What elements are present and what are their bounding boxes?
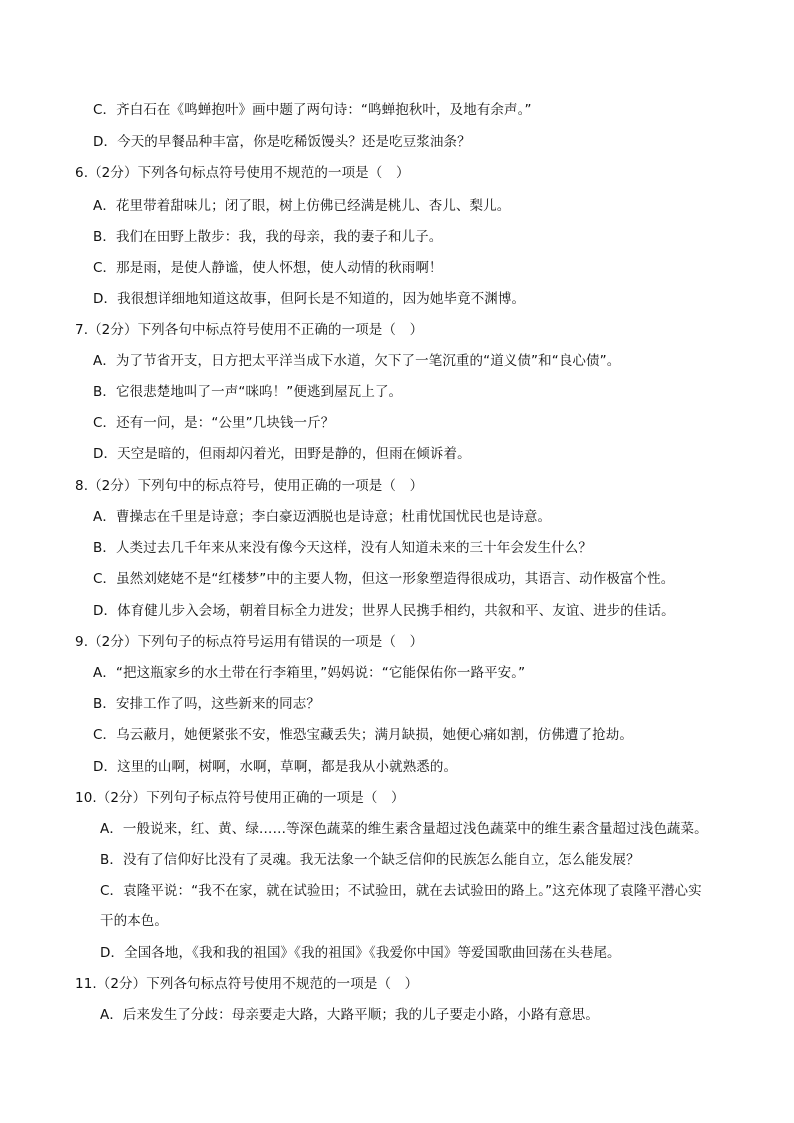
q7-option-b: B．它很悲楚地叫了一声“咪呜！”便逃到屋瓦上了。	[93, 384, 403, 400]
q8-option-b: B．人类过去几千年来从来没有像今天这样，没有人知道未来的三十年会发生什么？	[93, 540, 592, 556]
question-7: 7.（2分）下列各句中标点符号使用不正确的一项是（ ）	[75, 322, 424, 338]
question-8: 8.（2分）下列句中的标点符号，使用正确的一项是（ ）	[75, 478, 424, 494]
q9-option-a: A．“把这瓶家乡的水土带在行李箱里，”妈妈说：“它能保佑你一路平安。”	[93, 665, 526, 681]
q10-option-c: C．袁隆平说：“我不在家，就在试验田；不试验田，就在去试验田的路上。”这充体现了袁隆平潜心实	[100, 883, 702, 899]
q6-option-d: D．我很想详细地知道这故事，但阿长是不知道的，因为她毕竟不渊博。	[93, 291, 526, 307]
q8-option-d: D．体育健儿步入会场，朝着目标全力进发；世界人民携手相约，共叙和平、友谊、进步的佳话。	[93, 603, 675, 619]
q8-option-a: A．曹操志在千里是诗意；李白豪迈洒脱也是诗意；杜甫忧国忧民也是诗意。	[93, 509, 552, 525]
question-11: 11.（2分）下列各句标点符号使用不规范的一项是（ ）	[75, 976, 419, 992]
q10-option-d: D．全国各地，《我和我的祖国》《我的祖国》《我爱你中国》等爱国歌曲回荡在头巷尾。	[100, 945, 621, 961]
q7-option-c: C．还有一问，是：“公里”几块钱一斤？	[93, 415, 335, 431]
question-9: 9.（2分）下列句子的标点符号运用有错误的一项是（ ）	[75, 634, 424, 650]
q6-option-b: B．我们在田野上散步：我，我的母亲，我的妻子和儿子。	[93, 229, 443, 245]
q7-option-a: A．为了节省开支，日方把太平洋当成下水道，欠下了一笔沉重的“道义债”和“良心债”。	[93, 353, 621, 369]
question-10: 10.（2分）下列句子标点符号使用正确的一项是（ ）	[75, 790, 405, 806]
q5-option-d: D．今天的早餐品种丰富，你是吃稀饭馒头？还是吃豆浆油条？	[93, 134, 471, 150]
q9-option-c: C．乌云蔽月，她便紧张不安，惟恐宝藏丢失；满月缺损，她便心痛如割，仿佛遭了抢劫。	[93, 727, 633, 743]
question-6: 6.（2分）下列各句标点符号使用不规范的一项是（ ）	[75, 165, 410, 181]
q10-option-c-continuation: 干的本色。	[100, 913, 168, 929]
q5-option-c: C．齐白石在《鸣蝉抱叶》画中题了两句诗：“鸣蝉抱秋叶，及地有余声。”	[93, 102, 532, 118]
q10-option-a: A．一般说来，红、黄、绿……等深色蔬菜的维生素含量超过浅色蔬菜中的维生素含量超过浅色蔬菜。	[100, 821, 708, 837]
q8-option-c: C．虽然刘姥姥不是“红楼梦”中的主要人物，但这一形象塑造得很成功，其语言、动作极富个性。	[93, 571, 675, 587]
q6-option-a: A．花里带着甜味儿；闭了眼，树上仿佛已经满是桃儿、杏儿、梨儿。	[93, 198, 511, 214]
q9-option-d: D．这里的山啊，树啊，水啊，草啊，都是我从小就熟悉的。	[93, 759, 458, 775]
q11-option-a: A．后来发生了分歧：母亲要走大路，大路平顺；我的儿子要走小路，小路有意思。	[100, 1007, 599, 1023]
q7-option-d: D．天空是暗的，但雨却闪着光，田野是静的，但雨在倾诉着。	[93, 446, 471, 462]
q9-option-b: B．安排工作了吗，这些新来的同志？	[93, 696, 320, 712]
q10-option-b: B．没有了信仰好比没有了灵魂。我无法象一个缺乏信仰的民族怎么能自立，怎么能发展？	[100, 852, 640, 868]
q6-option-c: C．那是雨，是使人静谧，使人怀想，使人动情的秋雨啊！	[93, 260, 443, 276]
